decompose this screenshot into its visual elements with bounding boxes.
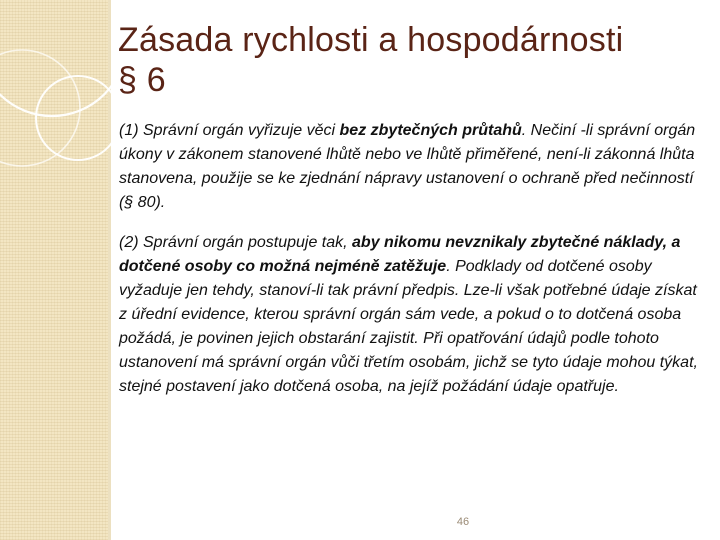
slide-body	[119, 119, 705, 399]
decorative-left-band	[0, 0, 108, 540]
page-number: 46	[456, 516, 470, 528]
paragraph-2-emphasis: aby nikomu nevznikaly zbytečné náklady, a dotčené osoby co možná nejméně zatěžuje	[119, 234, 681, 275]
paragraph-2	[119, 231, 705, 399]
title-line-section: § 6	[118, 61, 166, 99]
band-divider	[108, 0, 111, 540]
paragraph-2-text-a: (2) Správní orgán postupuje tak,	[119, 234, 353, 251]
title-line-main: Zásada rychlosti a hospodárnosti	[118, 21, 624, 59]
paragraph-1-emphasis: bez zbytečných průtahů	[339, 122, 522, 139]
paragraph-1-text-b: . Nečiní -li správní orgán úkony v zákonem stanovené lhůtě nebo ve lhůtě přiměřené, není-li zákonná lhůta stanovena, použije se ke zjednání nápravy ustanovení o ochraně před nečinností (§ 80).	[119, 122, 696, 211]
paragraph-1	[119, 119, 705, 215]
paragraph-1-text-a: (1) Správní orgán vyřizuje věci	[119, 122, 340, 139]
slide-title	[118, 20, 708, 100]
paragraph-2-text-b: . Podklady od dotčené osoby vyžaduje jen tehdy, stanoví-li tak právní předpis. Lze-li však potřebné údaje získat z úřední evidence, kterou správní orgán sám vede, a pokud o to dotčená osoba požádá, je povinen jejich obstarání zajistit. Při opatřování údajů podle tohoto ustanovení má správní orgán vůči třetím osobám, jichž se tyto údaje mohou týkat, stejné postavení jako dotčená osoba, na jejíž požádání údaje opatřuje.	[119, 258, 698, 395]
